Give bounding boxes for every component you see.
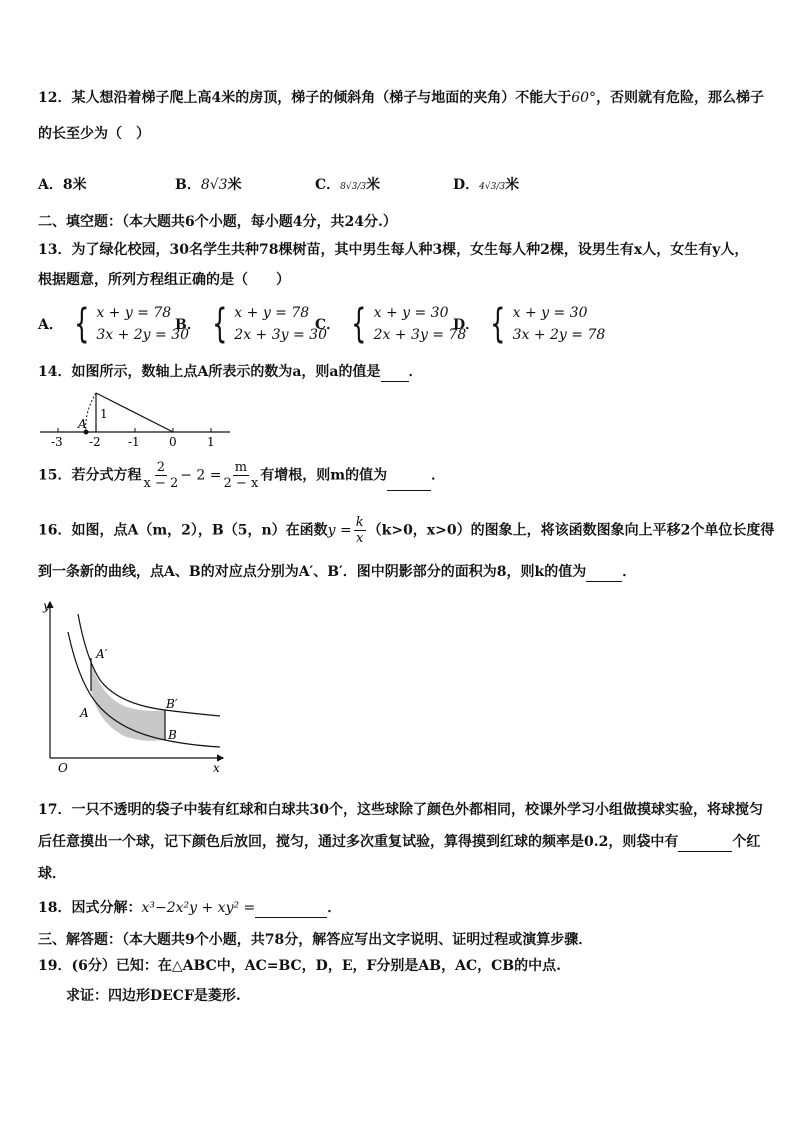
q12-option-a: A．8米	[38, 177, 87, 193]
q16-line2	[38, 562, 636, 582]
q12-option-d-unit: 米	[505, 177, 520, 193]
q18-answer-blank	[255, 917, 327, 918]
tick-label: -3	[51, 435, 63, 449]
q12-option-c-math: 8√3/3	[340, 182, 367, 192]
q13-option-a-eq1: x + y = 78	[96, 305, 172, 321]
q13-option-d	[453, 302, 605, 346]
brace-icon: {	[73, 301, 90, 347]
q16-text-post: （k>0，x>0）的图象上，将该函数图象向上平移2个单位长度得	[367, 522, 775, 539]
label-y: y	[43, 599, 50, 613]
q19-line1: 19．(6分）已知：在△ABC中，AC=BC，D，E，F分别是AB，AC，CB的中点.	[38, 958, 561, 974]
q15-fraction-2	[224, 460, 259, 491]
q17-text-post: 个红	[732, 834, 761, 850]
q13-option-a	[38, 302, 189, 346]
q12-option-d-math: 4√3/3	[479, 182, 506, 192]
label-o: O	[58, 761, 68, 775]
q15-f2-den: 2 − x	[223, 476, 259, 491]
q12-line1	[38, 88, 764, 108]
q13-option-b-eq2: 2x + 3y = 30	[234, 327, 327, 343]
q15-f1-num: 2	[156, 460, 165, 475]
q16-func-num: k	[355, 515, 364, 530]
q12-option-b-math: 8√3	[200, 177, 228, 193]
q13-option-b-eq1: x + y = 78	[234, 305, 310, 321]
brace-icon: {	[490, 301, 506, 347]
q15-line	[38, 460, 445, 491]
shaded-region	[91, 658, 165, 741]
q12-option-c	[315, 174, 380, 194]
q16-func-den: x	[356, 531, 364, 546]
q16-text-2: 到一条新的曲线，点A、B的对应点分别为A′、B′．图中阴影部分的面积为8，则k的值为	[38, 564, 587, 580]
q15-mid: − 2 =	[180, 467, 222, 484]
q19-line2: 求证：四边形DECF是菱形.	[66, 988, 241, 1004]
q15-text: 15．若分式方程	[38, 467, 142, 484]
q12-angle: 60°	[571, 90, 597, 106]
label-x: x	[213, 761, 220, 775]
q16-func-fraction	[354, 515, 366, 546]
q15-fraction-1	[143, 460, 178, 491]
label-a-prime: A′	[96, 647, 108, 661]
tick-label: 0	[169, 435, 177, 449]
q13-option-c	[315, 302, 466, 346]
q13-option-c-label: C．	[315, 317, 341, 333]
q12-option-b-label: B．	[175, 177, 201, 193]
hyperbola-figure	[38, 596, 228, 780]
label-a: A	[78, 417, 87, 431]
q14-end: ．	[408, 364, 423, 380]
q13-option-a-label: A．	[38, 317, 63, 333]
label-b-prime: B′	[166, 697, 178, 711]
q17-line1: 17．一只不透明的袋子中装有红球和白球共30个，这些球除了颜色外都相同，校课外学习小组做摸球实验，将球搅匀	[38, 802, 763, 818]
q13-option-b	[175, 302, 327, 346]
arc-dashed	[86, 393, 96, 432]
brace-icon: {	[351, 301, 367, 347]
q13-option-c-eq1: x + y = 30	[373, 305, 449, 321]
q14-text: 14．如图所示，数轴上点A所表示的数为a，则a的值是	[38, 364, 381, 380]
tick-label: -1	[128, 435, 140, 449]
q15-text-post: 有增根，则m的值为	[260, 467, 388, 484]
q18-end: ．	[327, 900, 342, 916]
q16-text: 16．如图，点A（m，2），B（5，n）在函数	[38, 522, 328, 539]
q13-option-d-eq2: 3x + 2y = 78	[512, 327, 606, 343]
q13-option-a-eq2: 3x + 2y = 30	[96, 327, 190, 343]
q12-option-d-label: D．	[453, 177, 480, 193]
q16-func-lhs: y =	[327, 522, 352, 539]
q12-option-c-unit: 米	[366, 177, 381, 193]
q13-line2: 根据题意，所列方程组正确的是（ ）	[38, 272, 290, 288]
q15-answer-blank	[387, 490, 431, 491]
label-b: B	[168, 728, 177, 742]
q18-expression: x³−2x²y + xy² =	[141, 900, 256, 916]
q12-option-d	[453, 174, 519, 194]
q13-option-b-label: B．	[175, 317, 201, 333]
q12-option-b-unit: 米	[227, 177, 242, 193]
q12-text-end: ，否则就有危险，那么梯子	[596, 90, 765, 106]
q18-text: 18．因式分解：	[38, 900, 142, 916]
label-1: 1	[100, 407, 108, 421]
q12-text: 12．某人想沿着梯子爬上高4米的房顶，梯子的倾斜角（梯子与地面的夹角）不能大于	[38, 90, 572, 106]
brace-icon: {	[211, 301, 228, 347]
section-3-heading: 三、解答题：（本大题共9个小题，共78分，解答应写出文字说明、证明过程或演算步骤．	[38, 932, 593, 948]
tick-label: 1	[207, 435, 215, 449]
q16-answer-blank	[586, 581, 622, 582]
q13-option-c-eq2: 2x + 3y = 78	[373, 327, 467, 343]
q12-option-c-label: C．	[315, 177, 341, 193]
q15-f2-num: m	[234, 460, 248, 475]
q16-end: ．	[622, 564, 637, 580]
q17-line2	[38, 832, 760, 852]
q15-end: ．	[431, 467, 446, 484]
q14-answer-blank	[381, 381, 409, 382]
q13-option-d-eq1: x + y = 30	[512, 305, 588, 321]
section-2-heading: 二、填空题：（本大题共6个小题，每小题4分，共24分.）	[38, 214, 397, 230]
q15-f1-den: x − 2	[143, 476, 179, 491]
number-line-figure	[38, 388, 232, 450]
q17-answer-blank	[678, 851, 732, 852]
q13-line1: 13．为了绿化校园，30名学生共种78棵树苗，其中男生每人种3棵，女生每人种2棵，设男生有x人，女生有y人，	[38, 242, 749, 258]
q12-line2: 的长至少为（ ）	[38, 126, 150, 142]
q14-line	[38, 362, 423, 382]
q12-option-b	[175, 174, 242, 194]
q18-line	[38, 898, 341, 918]
tick-label: -2	[89, 435, 101, 449]
q17-line3: 球．	[38, 866, 66, 882]
q17-text: 后任意摸出一个球，记下颜色后放回，搅匀，通过多次重复试验，算得摸到红球的频率是0.2，则袋中有	[38, 834, 679, 850]
q13-option-d-label: D．	[453, 317, 480, 333]
q16-line1	[38, 515, 774, 546]
label-a: A	[80, 706, 89, 720]
